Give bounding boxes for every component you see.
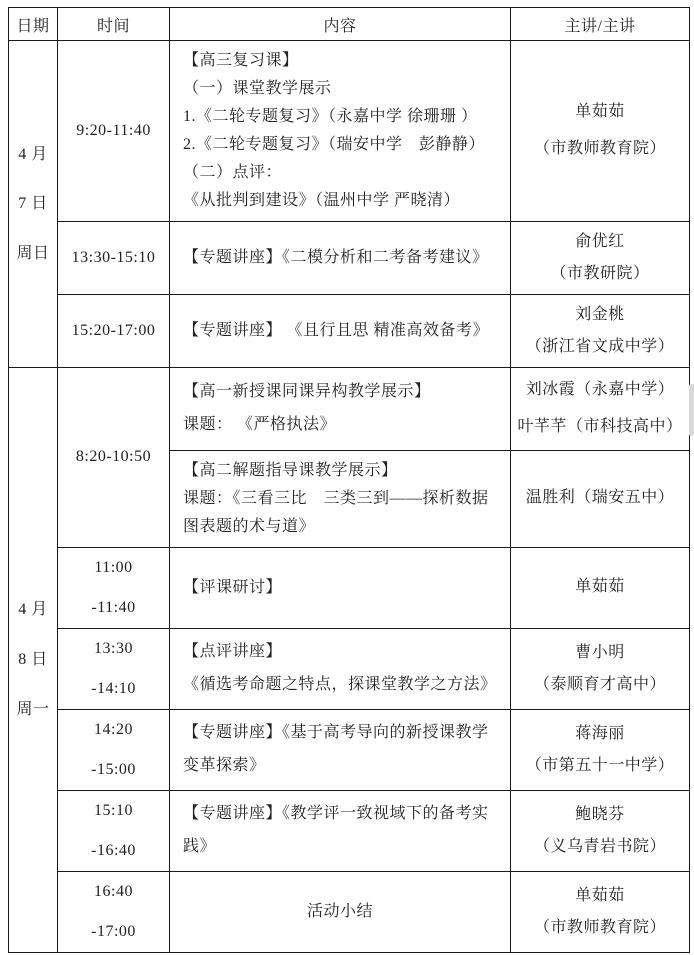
table-row	[9, 41, 690, 222]
scrollbar-thumb[interactable]	[689, 384, 694, 436]
content-line: （一）课堂教学展示	[183, 80, 332, 97]
time-cell: 14:20 -15:00	[58, 709, 170, 790]
table-header-row	[9, 8, 690, 41]
content-line: 【专题讲座】《二模分析和二考备考建议》	[183, 249, 489, 266]
content-line: 《循选考命题之特点，探课堂教学之方法》	[183, 675, 497, 693]
content-cell	[170, 295, 511, 368]
content-cell	[170, 709, 511, 790]
content-line: 【专题讲座】《教学评一致视域下的备考实践》	[183, 804, 489, 855]
header-date: 日期	[9, 8, 58, 41]
speaker-cell: 单茹茹 （市教师教育院）	[511, 871, 690, 952]
speaker-cell: 刘冰霞（永嘉中学） 叶芊芊（市科技高中）	[511, 368, 690, 451]
header-time: 时间	[58, 8, 170, 41]
speaker-cell: 鲍晓芬 （义乌青岩书院）	[511, 790, 690, 871]
time-cell: 13:30-15:10	[58, 222, 170, 295]
content-cell	[170, 790, 511, 871]
table-row	[9, 222, 690, 295]
content-cell	[170, 222, 511, 295]
content-line: 【点评讲座】	[183, 642, 283, 660]
table-row	[9, 709, 690, 790]
content-line: 【专题讲座】《基于高考导向的新授课教学变革探索》	[183, 723, 489, 774]
content-line: 1.《二轮专题复习》（永嘉中学 徐珊珊 ）	[183, 108, 478, 125]
table-row	[9, 628, 690, 709]
time-cell: 9:20-11:40	[58, 41, 170, 222]
content-line: （二）点评：	[183, 164, 283, 181]
table-row	[9, 295, 690, 368]
table-row	[9, 547, 690, 628]
speaker-cell: 曹小明 （泰顺育才高中）	[511, 628, 690, 709]
content-line: 【高一新授课同课异构教学展示】	[183, 383, 431, 400]
speaker-cell: 刘金桃 （浙江省文成中学）	[511, 295, 690, 368]
table-row	[9, 790, 690, 871]
content-cell	[170, 871, 511, 952]
speaker-cell: 俞优红 （市教研院）	[511, 222, 690, 295]
header-content: 内容	[170, 8, 511, 41]
speaker-cell: 温胜利（瑞安五中）	[511, 450, 690, 547]
speaker-cell: 单茹茹	[511, 547, 690, 628]
time-cell: 11:00 -11:40	[58, 547, 170, 628]
time-cell: 8:20-10:50	[58, 368, 170, 548]
header-speaker: 主讲/主讲	[511, 8, 690, 41]
content-line: 2.《二轮专题复习》（瑞安中学 彭静静）	[183, 136, 486, 153]
content-line: 课题： 《严格执法》	[183, 415, 337, 433]
content-line: 《从批判到建设》（温州中学 严晓清）	[183, 192, 461, 209]
time-cell: 15:10 -16:40	[58, 790, 170, 871]
date-cell-apr7: 4 月 7 日 周日	[9, 41, 58, 368]
table-row	[9, 871, 690, 952]
speaker-cell: 单茹茹 （市教师教育院）	[511, 41, 690, 222]
content-cell	[170, 628, 511, 709]
content-cell	[170, 368, 511, 451]
time-cell: 15:20-17:00	[58, 295, 170, 368]
schedule-table	[8, 7, 690, 953]
date-cell-apr8: 4 月 8 日 周一	[9, 368, 58, 953]
content-line: 【专题讲座】 《且行且思 精准高效备考》	[183, 322, 490, 339]
time-cell: 16:40 -17:00	[58, 871, 170, 952]
time-cell: 13:30 -14:10	[58, 628, 170, 709]
speaker-cell: 蒋海丽 （市第五十一中学）	[511, 709, 690, 790]
table-row	[9, 368, 690, 451]
content-line: 活动小结	[306, 902, 373, 920]
content-line: 【高二解题指导课教学展示】	[183, 461, 398, 479]
content-line: 课题：《三看三比 三类三到——探析数据图表题的术与道》	[183, 489, 489, 535]
content-line: 【评课研讨】	[183, 578, 283, 596]
content-cell	[170, 450, 511, 547]
content-line: 【高三复习课】	[183, 52, 299, 69]
content-cell	[170, 547, 511, 628]
content-cell	[170, 41, 511, 222]
